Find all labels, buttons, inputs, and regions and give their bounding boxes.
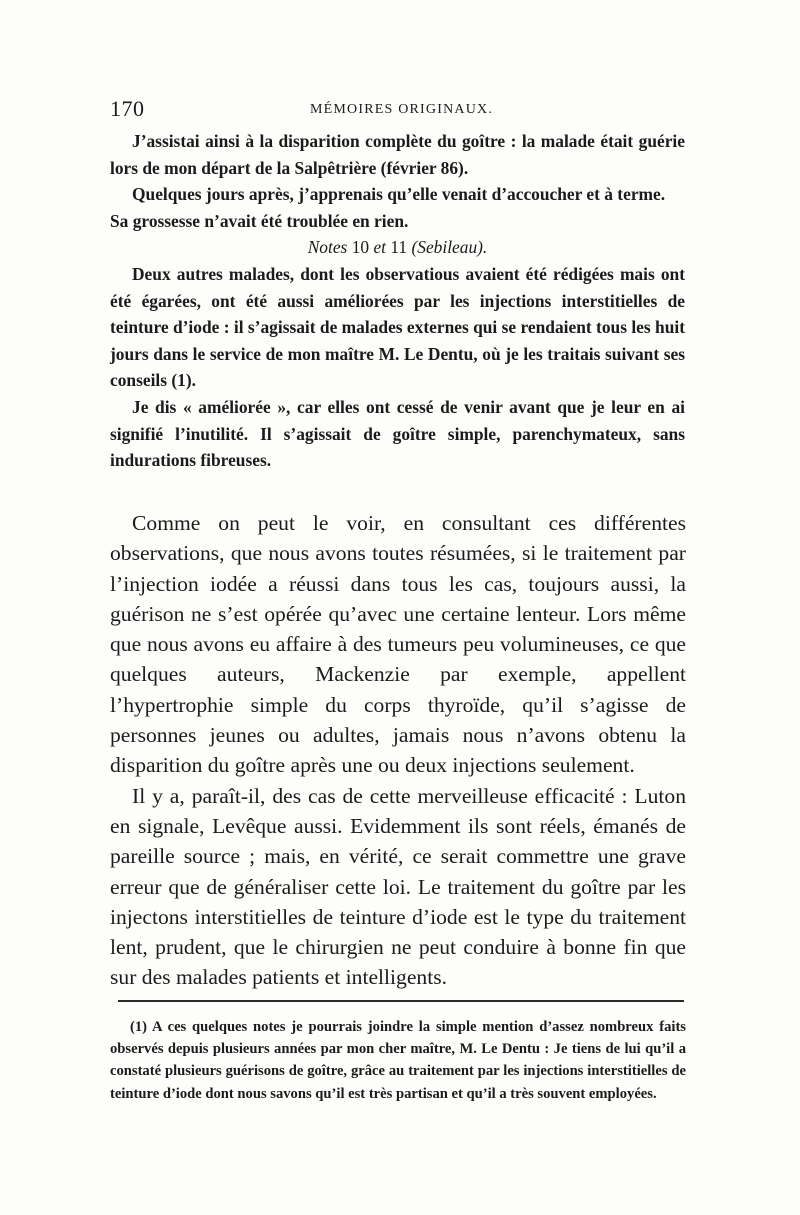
notes-heading-number: 11: [390, 237, 408, 258]
running-title: MÉMOIRES ORIGINAUX.: [310, 102, 494, 117]
paragraph: J’assistai ainsi à la disparition complète du goître : la malade était guérie lors de mon départ de la Salpêtrière (février 86).: [110, 131, 685, 178]
footnote-text: (1) A ces quelques notes je pourrais joindre la simple mention d’assez nombreux faits observés depuis plusieurs années par mon cher maître, M. Le Dentu : Je tiens de lui qu’il a constaté plusieurs guérisons de goître, grâce au traitement par les injections interstitielles de teinture d’iode dont nous savons qu’il est très partisan et qu’il a très souvent employées.: [110, 1019, 686, 1102]
footnote-divider: [118, 1000, 684, 1002]
notes-heading-prefix: Notes: [307, 237, 348, 258]
paragraph: Sa grossesse n’avait été troublée en rien.: [110, 210, 409, 231]
paragraph: Comme on peut le voir, en consultant ces différentes observations, que nous avons toutes résumées, si le traitement par l’injection iodée a réussi dans tous les cas, toujours aussi, la guérison ne s’est opérée qu’avec une certaine lenteur. Lors même que nous avons eu affaire à des tumeurs peu volumineuses, ce que quelques auteurs, Mackenzie par exemple, appellent l’hypertrophie simple du corps thyroïde, qu’il s’agisse de personnes jeunes ou adultes, jamais nous n’avons obtenu la disparition du goître après une ou deux injections seulement.: [110, 511, 686, 778]
discussion-section: [110, 508, 686, 993]
notes-heading-conjunction: et: [373, 237, 386, 258]
case-notes-section: [110, 128, 685, 474]
footnote: [110, 1016, 686, 1105]
paragraph: Quelques jours après, j’apprenais qu’elle venait d’accoucher et à terme.: [132, 184, 666, 205]
page-number: 170: [110, 96, 145, 121]
notes-heading-number: 10: [351, 237, 370, 258]
notes-heading-author: (Sebileau).: [411, 237, 488, 258]
paragraph: Il y a, paraît-il, des cas de cette merveilleuse efficacité : Luton en signale, Levêque aussi. Evidemment ils sont réels, émanés de pareille source ; mais, en vérité, ce serait commettre une grave erreur que de généraliser cette loi. Le traitement du goître par les injectons interstitielles de teinture d’iode est le type du traitement lent, prudent, que le chirurgien ne peut conduire à bonne fin que sur des malades patients et intelligents.: [110, 783, 686, 990]
page-header: [110, 96, 690, 126]
notes-heading: [110, 234, 685, 261]
paragraph: Je dis « améliorée », car elles ont cessé de venir avant que je leur en ai signifié l’inutilité. Il s’agissait de goître simple, parenchymateux, sans indurations fibreuses.: [110, 396, 685, 471]
paragraph: Deux autres malades, dont les observatious avaient été rédigées mais ont été égarées, ont été aussi améliorées par les injections interstitielles de teinture d’iode : il s’agissait de malades externes qui se rendaient tous les huit jours dans le service de mon maître M. Le Dentu, où je les traitais suivant ses conseils (1).: [110, 263, 685, 391]
